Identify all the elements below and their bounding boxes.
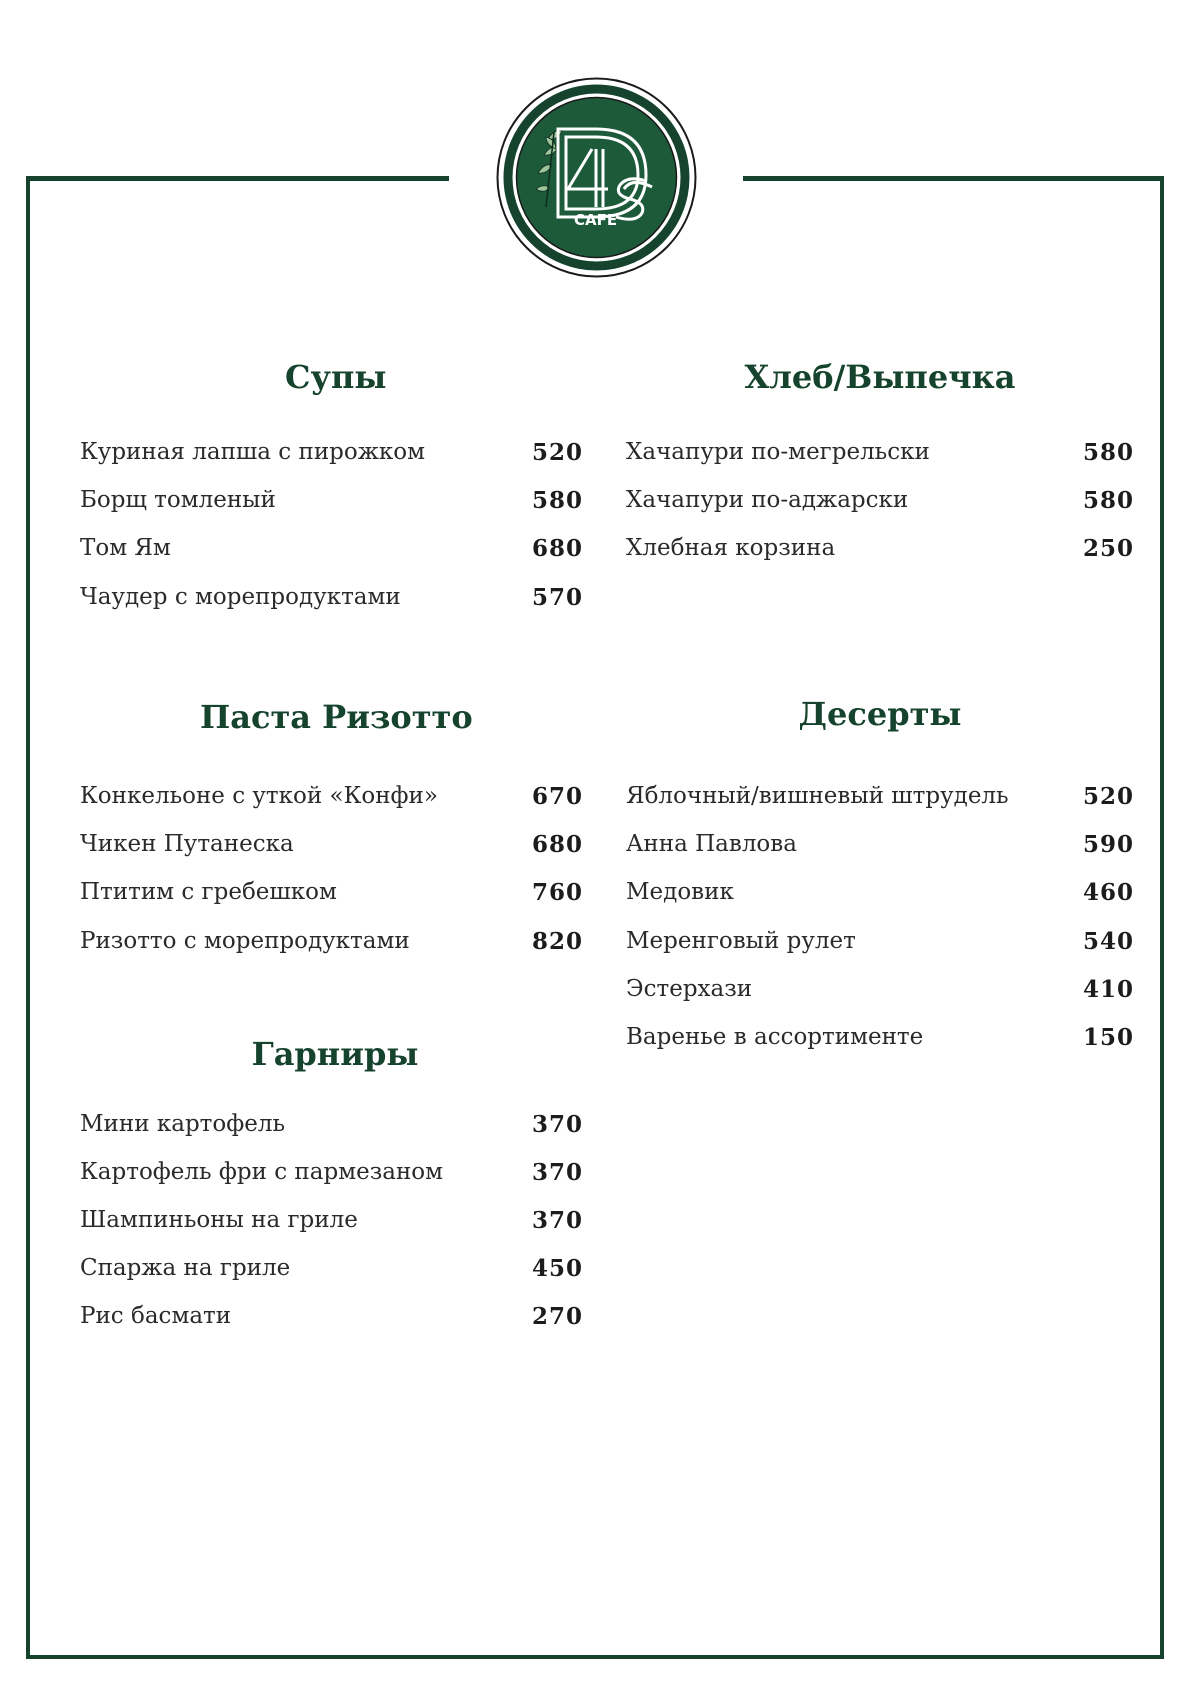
item-price: 670 bbox=[531, 782, 583, 810]
menu-item bbox=[80, 776, 583, 816]
item-price: 580 bbox=[1082, 486, 1134, 514]
item-name: Куриная лапша с пирожком bbox=[80, 439, 425, 465]
item-name: Хачапури по-мегрельски bbox=[626, 439, 930, 465]
item-name: Меренговый рулет bbox=[626, 928, 856, 954]
logo-caption: CAFE bbox=[574, 211, 618, 229]
item-name: Эстерхази bbox=[626, 976, 753, 1002]
item-name: Яблочный/вишневый штрудель bbox=[626, 783, 1009, 809]
section-title-soups: Супы bbox=[285, 358, 387, 396]
item-name: Рис басмати bbox=[80, 1303, 232, 1329]
item-price: 460 bbox=[1082, 878, 1134, 906]
item-price: 370 bbox=[531, 1158, 583, 1186]
item-price: 760 bbox=[531, 878, 583, 906]
item-price: 580 bbox=[1082, 438, 1134, 466]
item-price: 590 bbox=[1082, 830, 1134, 858]
item-name: Чикен Путанеска bbox=[80, 831, 294, 857]
menu-item bbox=[80, 921, 583, 961]
cafe-logo bbox=[496, 77, 697, 278]
menu-item bbox=[626, 776, 1134, 816]
section-title-desserts: Десерты bbox=[798, 695, 962, 733]
menu-item bbox=[80, 1104, 583, 1144]
item-name: Птитим с гребешком bbox=[80, 879, 337, 905]
item-name: Картофель фри с пармезаном bbox=[80, 1159, 444, 1185]
menu-item bbox=[80, 432, 583, 472]
menu-item bbox=[626, 921, 1134, 961]
item-price: 250 bbox=[1082, 534, 1134, 562]
section-title-pasta: Паста Ризотто bbox=[200, 698, 473, 736]
menu-item bbox=[626, 432, 1134, 472]
menu-item bbox=[80, 480, 583, 520]
menu-item bbox=[626, 1017, 1134, 1057]
menu-item bbox=[626, 969, 1134, 1009]
item-name: Варенье в ассортименте bbox=[626, 1024, 924, 1050]
item-price: 450 bbox=[531, 1254, 583, 1282]
item-price: 370 bbox=[531, 1206, 583, 1234]
menu-item bbox=[80, 1200, 583, 1240]
item-name: Борщ томленый bbox=[80, 487, 276, 513]
item-price: 410 bbox=[1082, 975, 1134, 1003]
menu-item bbox=[80, 577, 583, 617]
item-name: Шампиньоны на гриле bbox=[80, 1207, 358, 1233]
menu-item bbox=[80, 872, 583, 912]
menu-item bbox=[80, 528, 583, 568]
item-price: 150 bbox=[1082, 1023, 1134, 1051]
item-price: 580 bbox=[531, 486, 583, 514]
item-price: 570 bbox=[531, 583, 583, 611]
menu-item bbox=[80, 824, 583, 864]
item-name: Спаржа на гриле bbox=[80, 1255, 291, 1281]
item-name: Хлебная корзина bbox=[626, 535, 836, 561]
item-price: 820 bbox=[531, 927, 583, 955]
item-price: 370 bbox=[531, 1110, 583, 1138]
item-name: Чаудер с морепродуктами bbox=[80, 584, 401, 610]
item-name: Анна Павлова bbox=[626, 831, 797, 857]
item-price: 540 bbox=[1082, 927, 1134, 955]
item-name: Медовик bbox=[626, 879, 734, 905]
menu-item bbox=[80, 1152, 583, 1192]
section-title-bread: Хлеб/Выпечка bbox=[744, 358, 1016, 396]
item-name: Хачапури по-аджарски bbox=[626, 487, 909, 513]
item-price: 520 bbox=[1082, 782, 1134, 810]
item-price: 270 bbox=[531, 1302, 583, 1330]
item-name: Том Ям bbox=[80, 535, 171, 561]
menu-item bbox=[626, 824, 1134, 864]
item-name: Ризотто с морепродуктами bbox=[80, 928, 410, 954]
menu-item bbox=[80, 1296, 583, 1336]
menu-item bbox=[626, 480, 1134, 520]
menu-item bbox=[80, 1248, 583, 1288]
menu-item bbox=[626, 872, 1134, 912]
item-price: 680 bbox=[531, 830, 583, 858]
item-name: Конкельоне с уткой «Конфи» bbox=[80, 783, 438, 809]
logo-emblem bbox=[496, 77, 697, 278]
menu-item bbox=[626, 528, 1134, 568]
menu-frame bbox=[26, 176, 1164, 1659]
item-price: 680 bbox=[531, 534, 583, 562]
section-title-sides: Гарниры bbox=[251, 1035, 419, 1073]
item-name: Мини картофель bbox=[80, 1111, 285, 1137]
item-price: 520 bbox=[531, 438, 583, 466]
